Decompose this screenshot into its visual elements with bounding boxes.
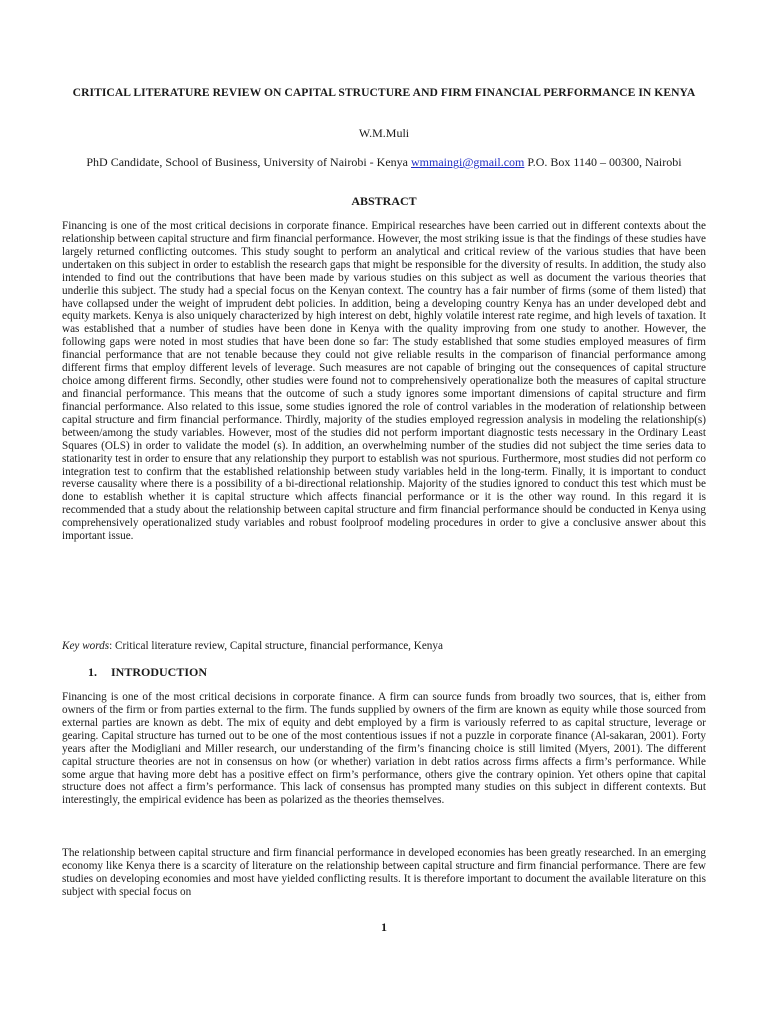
author-affiliation [62, 155, 706, 170]
introduction-paragraph-2: The relationship between capital structure and firm financial performance in developed economies has been greatly researched. In an emerging economy like Kenya there is a scarcity of literature on the relationship between capital structure and firm financial performance. There are few studies on developing economies and most have yielded conflicting results. It is therefore important to document the available literature on this subject with special focus on [62, 847, 706, 898]
page-number: 1 [381, 920, 387, 934]
section-title: INTRODUCTION [111, 665, 208, 679]
keywords-line [62, 640, 706, 653]
abstract-heading: ABSTRACT [351, 194, 417, 208]
keywords-label: Key words [62, 640, 110, 652]
author-name: W.M.Muli [358, 126, 410, 140]
section-heading-introduction [88, 665, 207, 679]
introduction-paragraph-1: Financing is one of the most critical decisions in corporate finance. A firm can source funds from broadly two sources, that is, either from owners of the firm or from parties external to the firm. The funds supplied by owners of the firm are known as equity while those sourced from external parties are known as debt. The mix of equity and debt employed by a firm is variously referred to as capital structure, leverage or gearing. Capital structure has turned out to be one of the most contentious issues if not a puzzle in corporate finance (Al-sakaran, 2001). Forty years after the Modigliani and Miller research, our understanding of the firm’s financing choice is still limited (Myers, 2001). The different capital structure theories are not in consensus on how (or whether) variation in debt ratios across firms affects a firm’s performance. While some argue that having more debt has a positive effect on firm’s performance, others give the contrary opinion. Yet others opine that capital structure does not affect a firm’s performance. This lack of consensus has prompted many studies on this subject in different contexts. But interestingly, the empirical evidence has been as polarized as the theories themselves. [62, 691, 706, 807]
keywords-text: : Critical literature review, Capital structure, financial performance, Kenya [109, 640, 443, 652]
affiliation-address: P.O. Box 1140 – 00300, Nairobi [524, 155, 682, 169]
paper-title: CRITICAL LITERATURE REVIEW ON CAPITAL STRUCTURE AND FIRM FINANCIAL PERFORMANCE IN KENYA [72, 86, 696, 99]
abstract-paragraph: Financing is one of the most critical decisions in corporate finance. Empirical researches have been carried out in different contexts about the relationship between capital structure and firm financial performance. However, the most striking issue is that the findings of these studies have largely returned conflicting outcomes. This study sought to perform an analytical and critical review of the various studies that have been undertaken on this subject in order to establish the research gaps that might be responsible for the diversity of results. In addition, the study also intended to find out the contributions that have been made by various studies on this subject as well as document the various theories that underlie this subject. The study had a special focus on the Kenyan context. The country has a fair number of firms (some of them listed) that have collapsed under the weight of imprudent debt policies. In addition, being a developing country Kenya has an under developed debt and equity markets. Kenya is also uniquely characterized by high interest on debt, highly volatile interest rate regime, and high levels of taxation. It was established that a number of studies have been done in Kenya with the quality improving from one study to another. However, the following gaps were noted in most studies that have been done so far: The study established that some studies employed measures of firm financial performance that are not tenable because they could not give reliable results in the comparison of financial performance among different firms that employ different levels of leverage. Such measures are not capable of bringing out the consequences of capital structure choice among different firms. Secondly, other studies were found not to comprehensively operationalize both the measures of capital structure and financial performance. This means that the outcome of such a study ignores some important dimensions of capital structure and firm financial performance. Also related to this issue, some studies ignored the role of control variables in the moderation of relationship between capital structure and firm financial performance. Thirdly, majority of the studies employed regression analysis in modeling the relationship(s) between/among the study variables. However, most of the studies did not perform important diagnostic tests necessary in the Ordinary Least Squares (OLS) in order to validate the model (s). In addition, an overwhelming number of the studies did not subject the time series data to stationarity test in order to ensure that any relationship they purport to establish was not spurious. Furthermore, most studies did not perform co integration test to confirm that the established relationship between study variables held in the long-term. Finally, it is important to conduct reverse causality where there is a possibility of a bi-directional relationship. Majority of the studies ignored to conduct this test which must be done to establish whether it is capital structure which affects financial performance or it is the other way round. In this regard it is recommended that a study about the relationship between capital structure and firm financial performance should be conducted in Kenya using comprehensively operationalized study variables and robust foolproof modeling procedures in order to give a conclusive answer about this important issue. [62, 220, 706, 543]
section-number: 1. [88, 665, 97, 679]
email-link[interactable]: wmmaingi@gmail.com [411, 155, 525, 169]
affiliation-text: PhD Candidate, School of Business, University of Nairobi - Kenya [86, 155, 411, 169]
